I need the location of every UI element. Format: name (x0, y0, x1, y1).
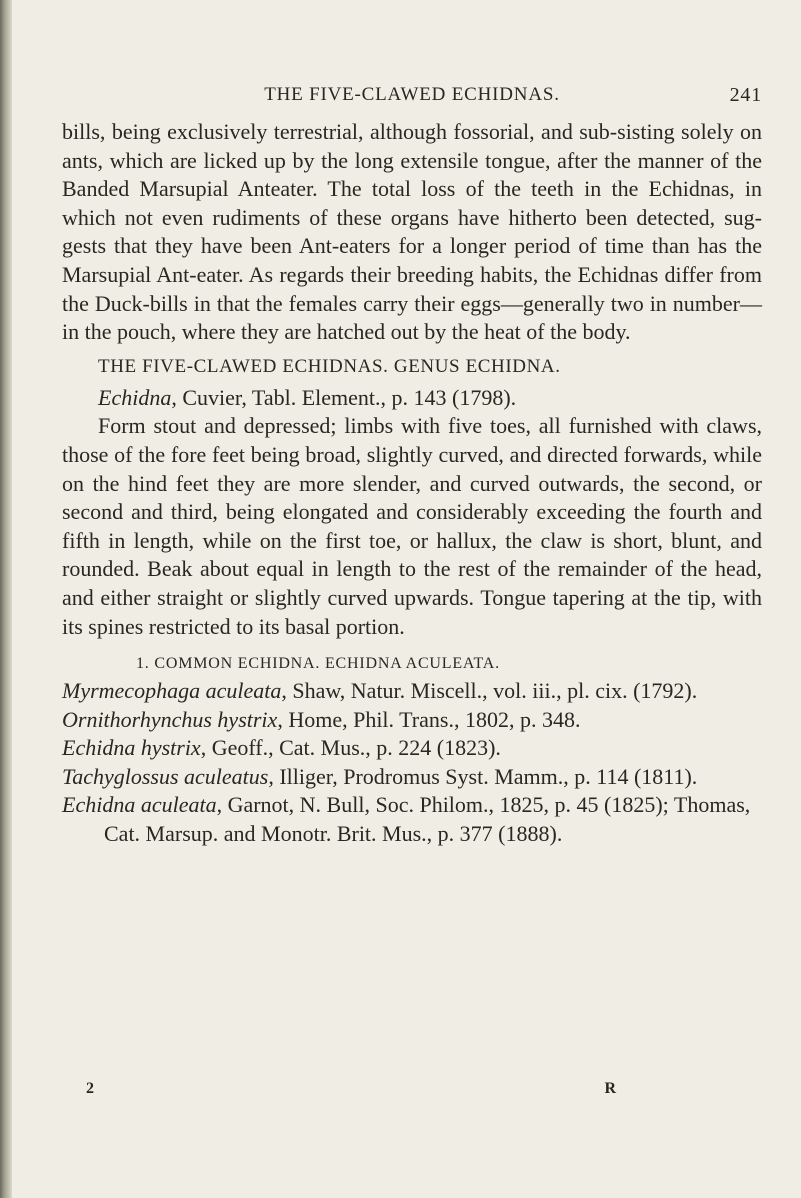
synonym-entry (62, 763, 762, 792)
synonym-entry (62, 706, 762, 735)
synonym-ref: , Shaw, Natur. Miscell., vol. iii., pl. cix. (1792). (281, 678, 698, 704)
page-number: 241 (729, 84, 762, 106)
page-gutter-shadow (0, 0, 12, 1198)
running-title: THE FIVE-CLAWED ECHIDNAS. (264, 84, 560, 105)
genus-citation (62, 384, 762, 413)
synonymy-list (62, 677, 762, 849)
synonym-name: Myrmecophaga aculeata (62, 678, 282, 704)
synonym-entry (62, 734, 762, 763)
genus-heading: THE FIVE-CLAWED ECHIDNAS. GENUS ECHIDNA. (98, 355, 561, 377)
running-head (62, 84, 762, 118)
signature-number: 2 (86, 1080, 94, 1097)
synonym-ref: , Geoff., Cat. Mus., p. 224 (1823). (200, 735, 501, 761)
synonym-name: Tachyglossus aculeatus (62, 763, 269, 789)
paragraph-breeding-habits: bills, being exclusively terrestrial, although fossorial, and sub-sisting solely on ants, which are licked up by the long extensile tongue, after the manner of the Banded Marsupial Anteater. The total loss of the teeth in the Echidnas, in which not even rudiments of these organs have hitherto been detected, sug-gests that they have been Ant-eaters for a longer period of time than has the Marsupial Ant-eater. As regards their breeding habits, the Echidnas differ from the Duck-bills in that the females carry their eggs—generally two in number—in the pouch, where they are hatched out by the heat of the body. (62, 119, 762, 345)
signature-mark: R (604, 1080, 616, 1097)
synonym-entry (62, 791, 762, 848)
synonym-ref: , Illiger, Prodromus Syst. Mamm., p. 114 (1811). (268, 763, 698, 789)
synonym-ref: , Home, Phil. Trans., 1802, p. 348. (277, 706, 581, 732)
genus-citation-name: Echidna (98, 384, 172, 410)
synonym-name: Echidna aculeata (62, 792, 217, 818)
synonym-name: Echidna hystrix (62, 735, 201, 761)
synonym-entry (62, 677, 762, 706)
book-page (62, 84, 762, 849)
species-heading: 1. COMMON ECHIDNA. ECHIDNA ACULEATA. (136, 655, 500, 673)
page-footer (66, 1080, 736, 1104)
synonym-ref: , Garnot, N. Bull, Soc. Philom., 1825, p. 45 (1825); Thomas, Cat. Marsup. and Monotr. Brit. Mus., p. 377 (1888). (104, 792, 751, 847)
synonym-name: Ornithorhynchus hystrix (62, 706, 278, 732)
paragraph-genus-description: Form stout and depressed; limbs with five toes, all furnished with claws, those of the fore feet being broad, slightly curved, and directed forwards, while on the hind feet they are more slender, and curved outwards, the second, or second and third, being elongated and considerably exceeding the fourth and fifth in length, while on the first toe, or hallux, the claw is short, blunt, and rounded. Beak about equal in length to the rest of the remainder of the head, and either straight or slightly curved upwards. Tongue tapering at the tip, with its spines restricted to its basal portion. (62, 413, 762, 639)
genus-citation-ref: , Cuvier, Tabl. Element., p. 143 (1798). (171, 384, 517, 410)
